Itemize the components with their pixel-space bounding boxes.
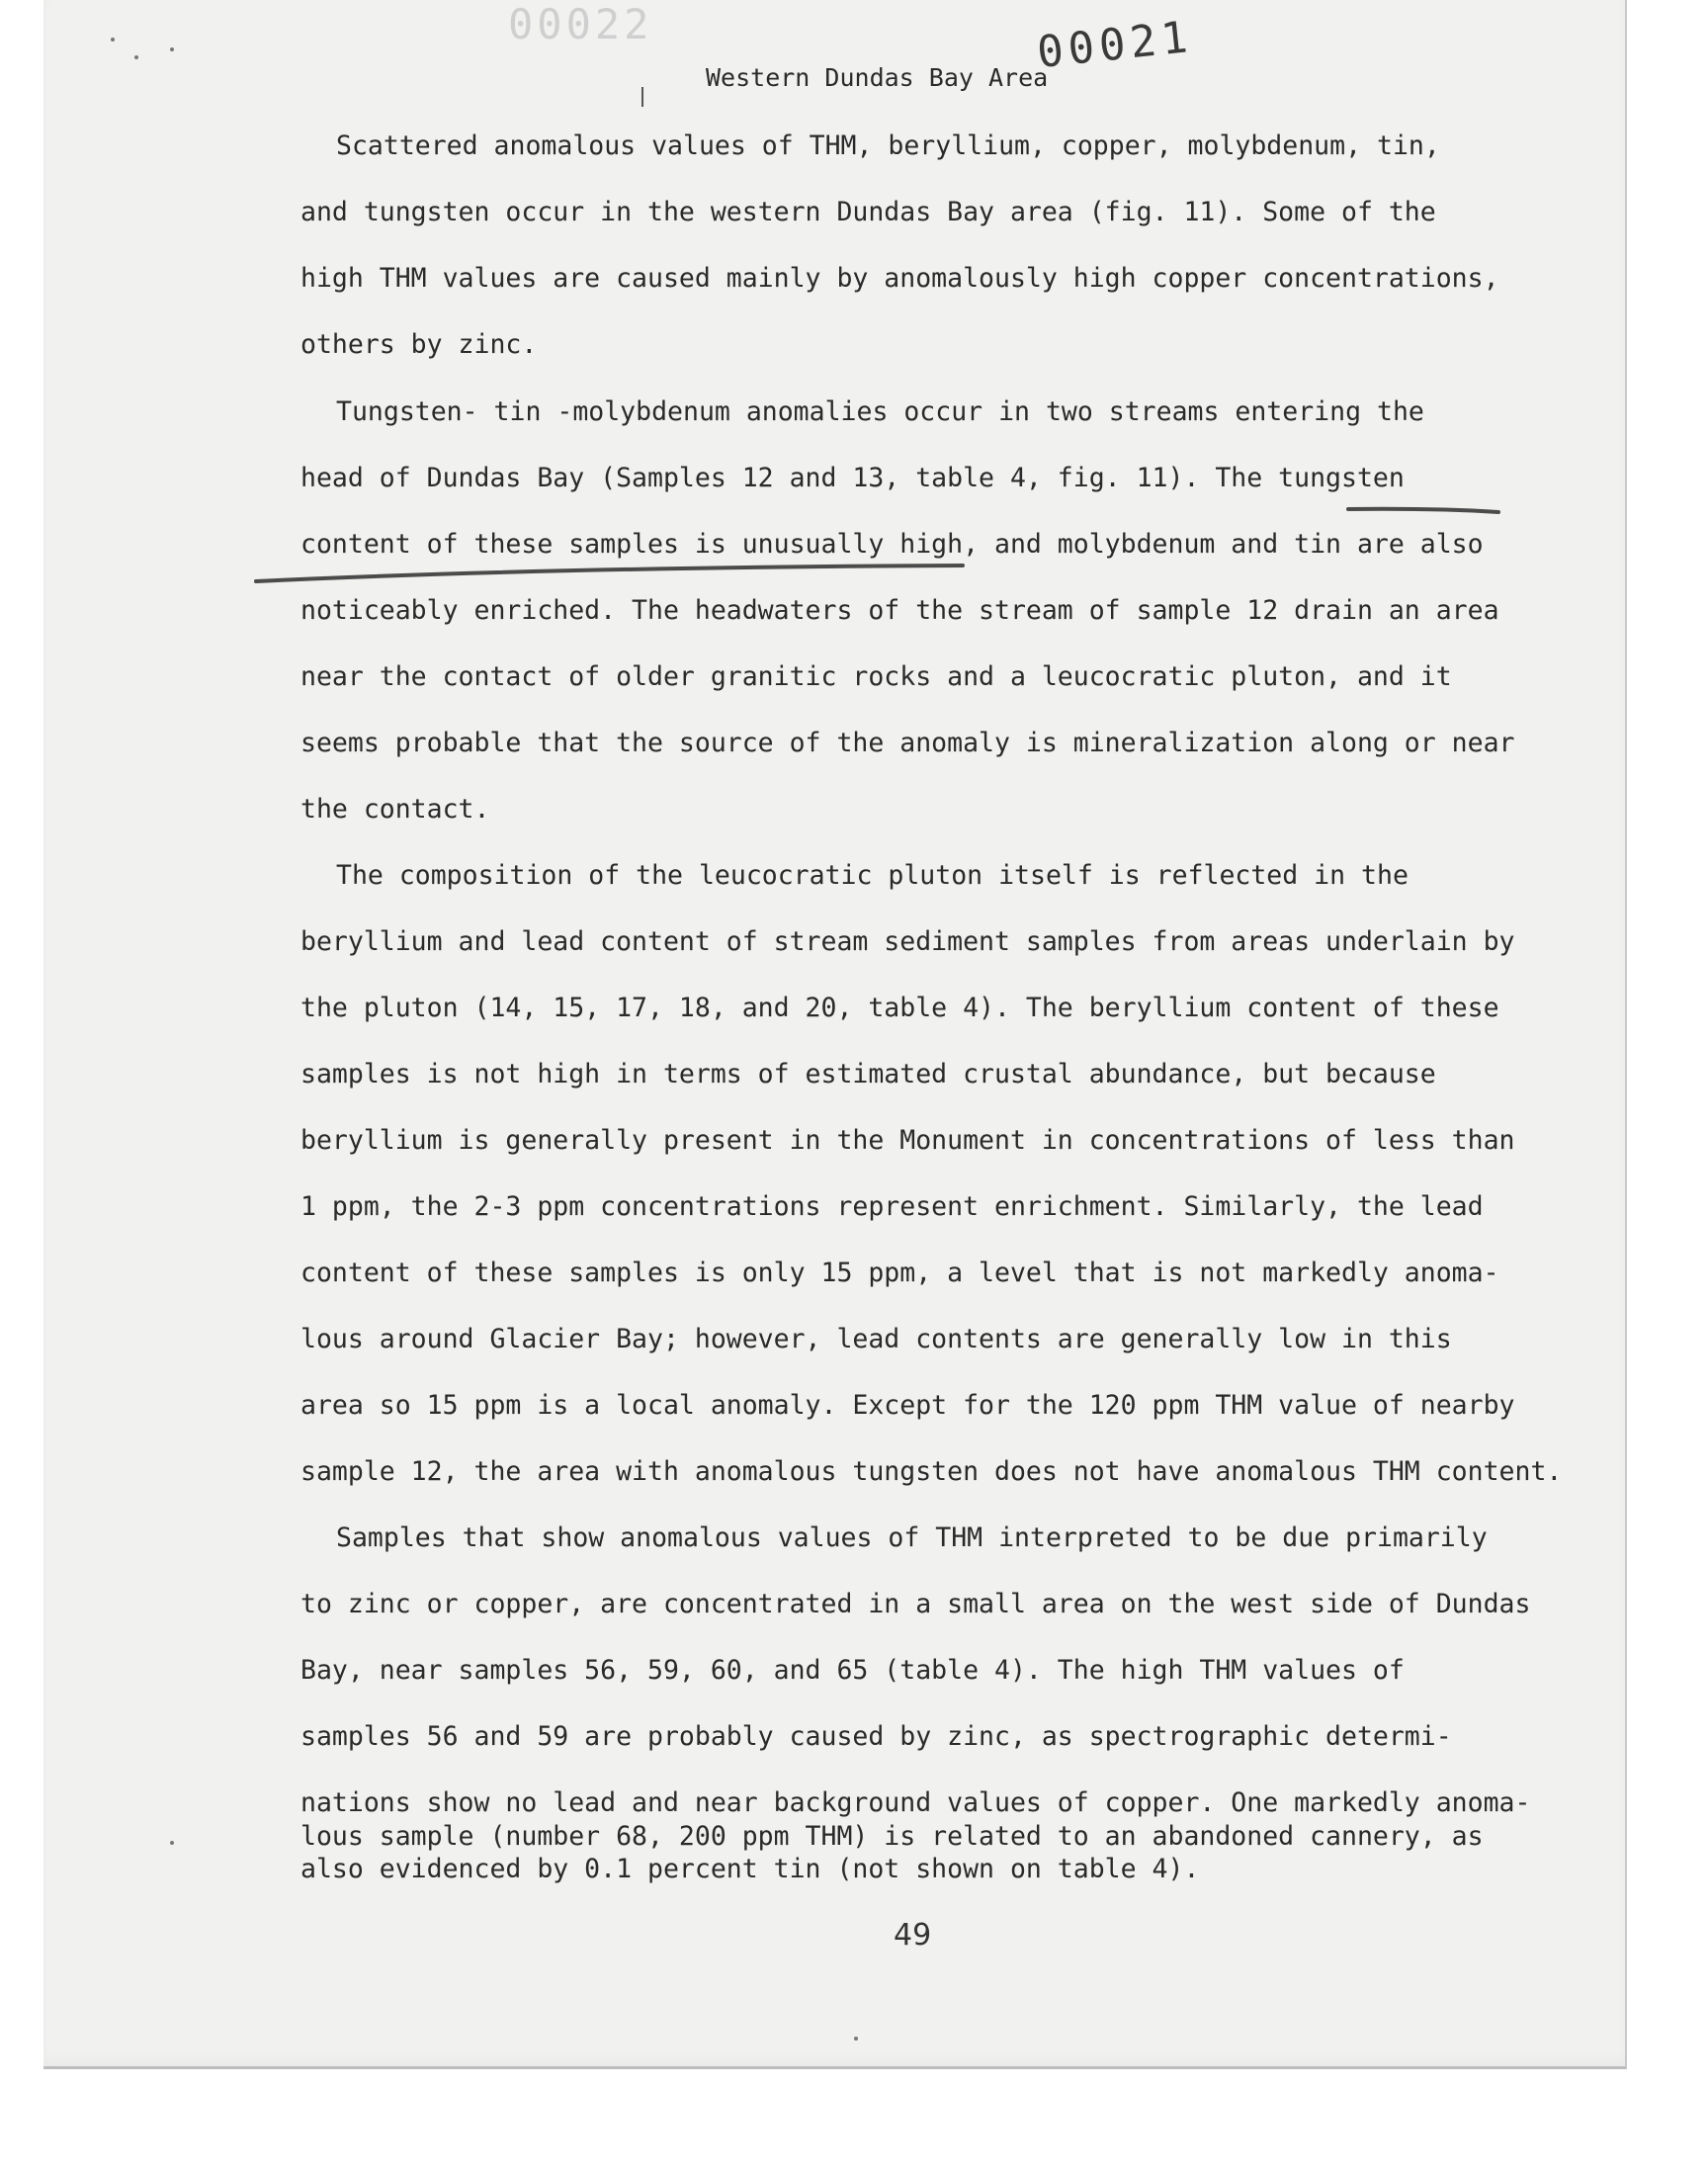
section-title: Western Dundas Bay Area bbox=[706, 63, 1049, 92]
text-line-14: the pluton (14, 15, 17, 18, and 20, table 4). The beryllium content of these bbox=[300, 993, 1499, 1023]
text-line-23: to zinc or copper, are concentrated in a small area on the west side of Dundas bbox=[300, 1589, 1531, 1619]
text-line-5: Tungsten- tin -molybdenum anomalies occur in two streams entering the bbox=[336, 396, 1424, 427]
text-line-3: high THM values are caused mainly by anomalously high copper concentrations, bbox=[300, 263, 1499, 294]
text-line-8: noticeably enriched. The headwaters of the stream of sample 12 drain an area bbox=[300, 595, 1499, 626]
text-line-7: content of these samples is unusually high, and molybdenum and tin are also bbox=[300, 529, 1484, 560]
text-line-26: nations show no lead and near background values of copper. One markedly anoma- bbox=[300, 1787, 1531, 1818]
scan-speck bbox=[170, 47, 174, 51]
scan-speck bbox=[134, 55, 138, 59]
text-line-19: lous around Glacier Bay; however, lead contents are generally low in this bbox=[300, 1324, 1452, 1354]
text-line-20: area so 15 ppm is a local anomaly. Except for the 120 ppm THM value of nearby bbox=[300, 1390, 1515, 1421]
text-line-16: beryllium is generally present in the Monument in concentrations of less than bbox=[300, 1125, 1515, 1156]
ghost-stamp: 00022 bbox=[508, 0, 653, 48]
text-line-21: sample 12, the area with anomalous tungsten does not have anomalous THM content. bbox=[300, 1456, 1563, 1487]
text-line-6: head of Dundas Bay (Samples 12 and 13, table 4, fig. 11). The tungsten bbox=[300, 463, 1405, 493]
margin-tick-mark bbox=[641, 87, 643, 107]
text-line-2: and tungsten occur in the western Dundas Bay area (fig. 11). Some of the bbox=[300, 197, 1436, 227]
text-line-15: samples is not high in terms of estimated crustal abundance, but because bbox=[300, 1059, 1436, 1089]
scan-speck bbox=[111, 38, 115, 42]
text-line-10: seems probable that the source of the anomaly is mineralization along or near bbox=[300, 728, 1515, 758]
text-line-1: Scattered anomalous values of THM, beryllium, copper, molybdenum, tin, bbox=[336, 130, 1440, 161]
text-line-27: lous sample (number 68, 200 ppm THM) is related to an abandoned cannery, as bbox=[300, 1821, 1484, 1852]
text-line-13: beryllium and lead content of stream sediment samples from areas underlain by bbox=[300, 926, 1515, 957]
text-line-28: also evidenced by 0.1 percent tin (not shown on table 4). bbox=[300, 1854, 1200, 1884]
document-page bbox=[43, 0, 1627, 2069]
scan-speck bbox=[854, 2037, 858, 2041]
page-number: 49 bbox=[894, 1918, 932, 1953]
text-line-18: content of these samples is only 15 ppm, a level that is not markedly anoma- bbox=[300, 1258, 1499, 1288]
text-line-4: others by zinc. bbox=[300, 329, 538, 360]
text-line-25: samples 56 and 59 are probably caused by zinc, as spectrographic determi- bbox=[300, 1721, 1452, 1752]
text-line-24: Bay, near samples 56, 59, 60, and 65 (table 4). The high THM values of bbox=[300, 1655, 1405, 1686]
text-line-11: the contact. bbox=[300, 794, 490, 825]
scan-speck bbox=[170, 1841, 174, 1845]
text-line-9: near the contact of older granitic rocks and a leucocratic pluton, and it bbox=[300, 661, 1452, 692]
text-line-17: 1 ppm, the 2-3 ppm concentrations represent enrichment. Similarly, the lead bbox=[300, 1191, 1484, 1222]
text-line-22: Samples that show anomalous values of THM interpreted to be due primarily bbox=[336, 1522, 1488, 1553]
text-line-12: The composition of the leucocratic pluton itself is reflected in the bbox=[336, 860, 1409, 891]
document-number-stamp: 00021 bbox=[1034, 11, 1195, 79]
